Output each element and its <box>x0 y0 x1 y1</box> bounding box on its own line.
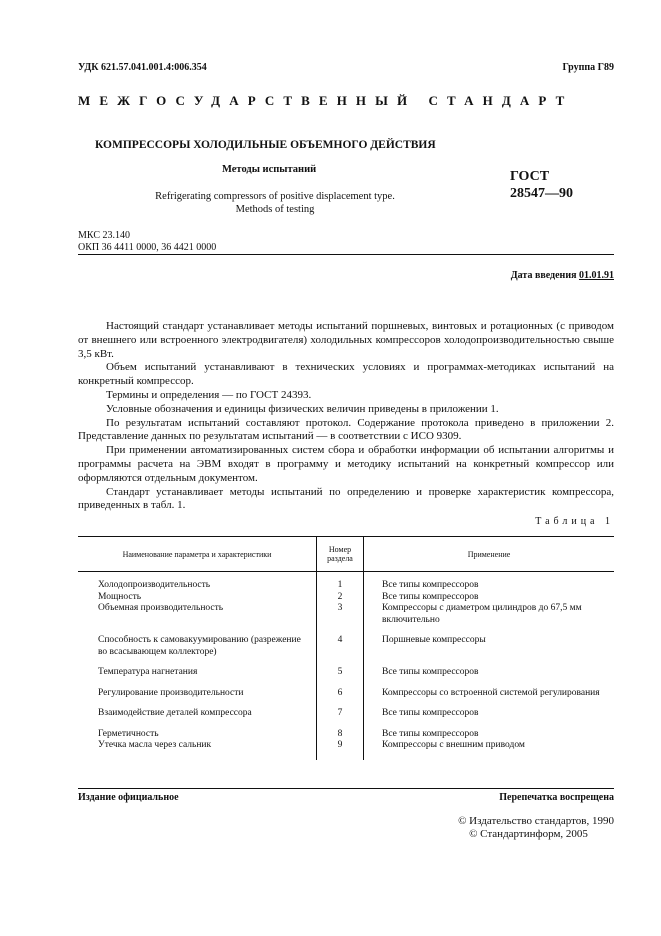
paragraph: По результатам испытаний составляют протокол. Содержание протокола приведено в приложении 2. Представление данных по результатам испытаний — в соответствии с ИСО 9309. <box>78 416 614 443</box>
parameter-name: Температура нагнетания <box>98 667 198 677</box>
english-title-line-2: Methods of testing <box>235 204 315 215</box>
section-number: 8 <box>317 720 364 741</box>
table-row <box>78 626 614 658</box>
parameter-name: Регулирование производительности <box>98 687 244 698</box>
paragraph: Настоящий стандарт устанавливает методы испытаний поршневых, винтовых и ротационных (с приводом от внешнего или встроенного электродвигателя) холодильных компрессоров холодопроизводительностью свыше 3,5 кВт. <box>78 320 614 360</box>
table-row <box>78 740 614 760</box>
parameter-name: Способность к самовакуумированию (разрежение во всасывающем коллекторе) <box>98 635 301 657</box>
parameters-table <box>78 536 614 760</box>
section-number: 6 <box>317 679 364 700</box>
application: Все типы компрессоров <box>382 728 479 739</box>
introduction-date-value: 01.01.91 <box>579 270 614 281</box>
column-header-application: Применение <box>364 537 615 572</box>
official-edition: Издание официальное <box>78 792 179 803</box>
paragraph: Стандарт устанавливает методы испытаний по определению и проверке характеристик компрессора, приведенных в табл. 1. <box>78 485 614 512</box>
application: Поршневые компрессоры <box>382 635 486 645</box>
section-number: 7 <box>317 699 364 720</box>
column-header-section: Номер раздела <box>317 537 364 572</box>
parameter-name: Холодопроизводительность <box>98 580 211 590</box>
table-row <box>78 603 614 626</box>
introduction-date <box>511 270 614 281</box>
udk-code: УДК 621.57.041.001.4:006.354 <box>78 62 207 73</box>
table-row <box>78 592 614 604</box>
paragraph: Условные обозначения и единицы физических величин приведены в приложении 1. <box>106 402 499 415</box>
okp-code: ОКП 36 4411 0000, 36 4421 0000 <box>78 242 217 253</box>
reprint-prohibited: Перепечатка воспрещена <box>499 792 614 803</box>
table-row <box>78 679 614 700</box>
paragraph: Термины и определения — по ГОСТ 24393. <box>106 388 312 401</box>
parameter-name: Объемная производительность <box>98 603 224 613</box>
section-number: 9 <box>317 740 364 760</box>
document-subtitle: Методы испытаний <box>222 164 317 175</box>
table-row <box>78 658 614 679</box>
parameter-name: Взаимодействие деталей компрессора <box>98 708 252 718</box>
copyright-line-2: © Стандартинформ, 2005 <box>469 827 588 840</box>
classification-codes <box>78 230 216 254</box>
parameter-name: Мощность <box>98 591 142 602</box>
group-code: Группа Г89 <box>562 62 614 73</box>
application: Все типы компрессоров <box>382 667 479 677</box>
standard-banner: МЕЖГОСУДАРСТВЕННЫЙ СТАНДАРТ <box>78 93 574 108</box>
section-number: 4 <box>317 626 364 658</box>
application: Компрессоры со встроенной системой регулирования <box>382 687 600 698</box>
gost-number: 28547—90 <box>510 186 573 201</box>
table-row <box>78 699 614 720</box>
application: Все типы компрессоров <box>382 580 479 590</box>
section-number: 3 <box>317 603 364 626</box>
table-header-row <box>78 537 614 572</box>
divider-top <box>78 254 614 255</box>
copyright <box>458 815 614 840</box>
application: Компрессоры с внешним приводом <box>382 740 525 750</box>
table-caption: Таблица 1 <box>535 516 614 527</box>
parameter-name: Герметичность <box>98 728 159 739</box>
gost-label: ГОСТ <box>510 169 550 184</box>
english-title-line-1: Refrigerating compressors of positive displacement type. <box>155 191 395 202</box>
section-number: 5 <box>317 658 364 679</box>
body-text <box>78 320 614 513</box>
copyright-line-1: © Издательство стандартов, 1990 <box>458 815 614 827</box>
english-title <box>150 190 400 216</box>
mks-code: МКС 23.140 <box>78 230 130 241</box>
paragraph: При применении автоматизированных систем сбора и обработки информации об испытании алгоритмы и программы расчета на ЭВМ входят в программу и методику испытаний на конкретный компрессор или оформляются отдельным документом. <box>78 444 614 484</box>
column-header-parameter: Наименование параметра и характеристики <box>78 537 317 572</box>
table-row <box>78 572 614 592</box>
document-title: КОМПРЕССОРЫ ХОЛОДИЛЬНЫЕ ОБЪЕМНОГО ДЕЙСТВИЯ <box>95 139 436 151</box>
paragraph: Объем испытаний устанавливают в технических условиях и программах-методиках испытаний на конкретный компрессор. <box>78 361 614 388</box>
gost-designation <box>510 168 573 202</box>
divider-bottom <box>78 788 614 789</box>
parameter-name: Утечка масла через сальник <box>98 740 212 750</box>
application: Компрессоры с диаметром цилиндров до 67,5 мм включительно <box>382 603 582 625</box>
section-number: 2 <box>317 592 364 604</box>
section-number: 1 <box>317 572 364 592</box>
introduction-date-label: Дата введения <box>510 270 577 281</box>
table-row <box>78 720 614 741</box>
application: Все типы компрессоров <box>382 708 479 718</box>
application: Все типы компрессоров <box>382 591 479 602</box>
